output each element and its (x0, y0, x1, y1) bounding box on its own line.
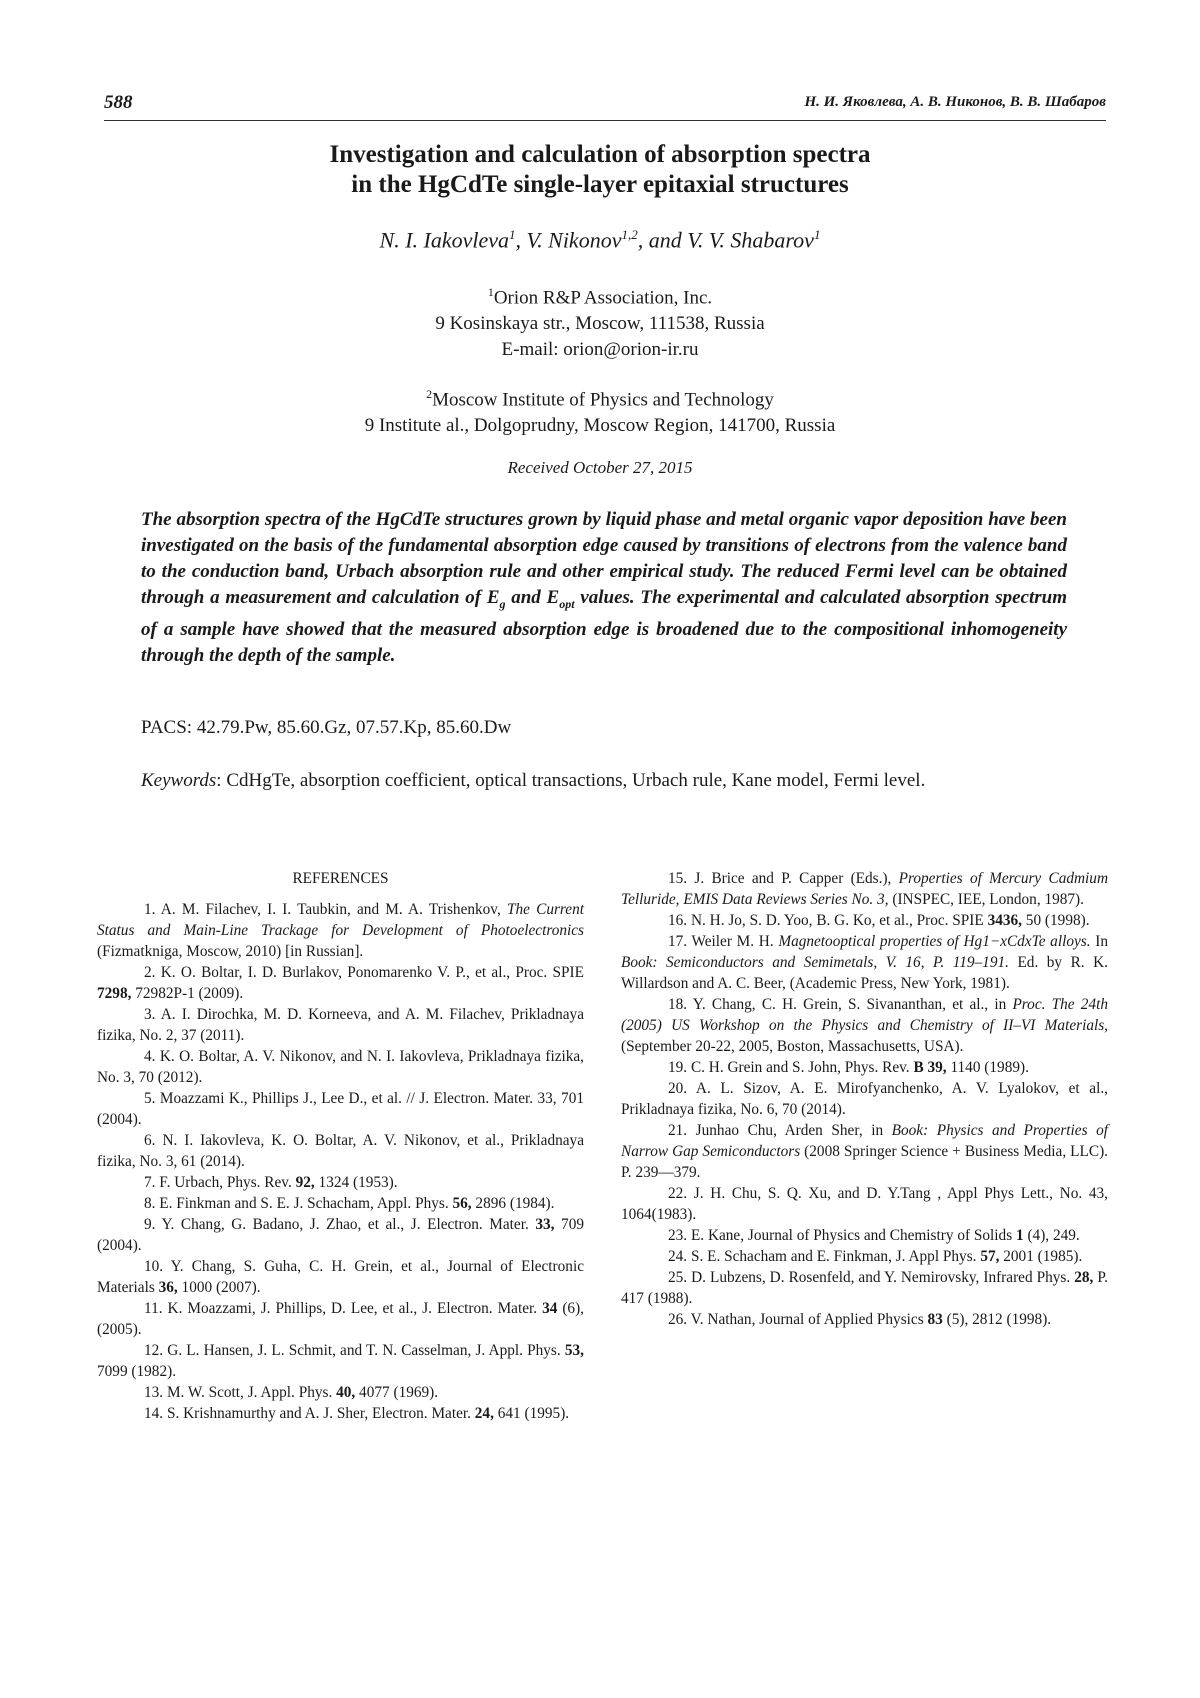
reference-item: 1. A. M. Filachev, I. I. Taubkin, and M. A. Trishenkov, The Current Status and Main-Line Trackage for Development of Photoelectronics (Fizmatkniga, Moscow, 2010) [in Russian]. (97, 901, 584, 960)
reference-item: 20. A. L. Sizov, A. E. Mirofyanchenko, A. V. Lyalokov, et al., Prikladnaya fizika, No. 6, 70 (2014). (621, 1080, 1108, 1118)
reference-item: 11. K. Moazzami, J. Phillips, D. Lee, et al., J. Electron. Mater. 34 (6), (2005). (97, 1300, 584, 1338)
author-separator: , (637, 227, 649, 253)
affiliation-2 (150, 381, 1050, 439)
reference-item: 8. E. Finkman and S. E. J. Schacham, Appl. Phys. 56, 2896 (1984). (144, 1195, 555, 1212)
author-1-affil: 1 (509, 227, 516, 242)
reference-item: 2. K. O. Boltar, I. D. Burlakov, Ponomarenko V. P., et al., Proc. SPIE 7298, 72982P-1 (2009). (97, 964, 584, 1002)
affiliation-2-org: Moscow Institute of Physics and Technology (432, 389, 774, 411)
pacs-codes: PACS: 42.79.Pw, 85.60.Gz, 07.57.Kp, 85.60.Dw (141, 717, 512, 738)
affiliation-2-address: 9 Institute al., Dolgoprudny, Moscow Region, 141700, Russia (364, 415, 836, 437)
page-header (104, 92, 1106, 121)
reference-item: 9. Y. Chang, G. Badano, J. Zhao, et al., J. Electron. Mater. 33, 709 (2004). (97, 1216, 584, 1254)
reference-item: 18. Y. Chang, C. H. Grein, S. Sivananthan, et al., in Proc. The 24th (2005) US Workshop on the Physics and Chemistry of II–VI Materials, (September 20-22, 2005, Boston, Massachusetts, USA). (621, 996, 1109, 1055)
affiliation-1 (150, 279, 1050, 363)
keywords-text: : CdHgTe, absorption coefficient, optical transactions, Urbach rule, Kane model, Fermi level. (216, 770, 926, 791)
author-3-affil: 1 (813, 227, 821, 242)
reference-item: 3. A. I. Dirochka, M. D. Korneeva, and A. M. Filachev, Prikladnaya fizika, No. 2, 37 (2011). (97, 1006, 584, 1044)
abstract: The absorption spectra of the HgCdTe structures grown by liquid phase and metal organic vapor deposition have been investigated on the basis of the fundamental absorption edge caused by transitions of electrons from the valence band to the conduction band, Urbach absorption rule and other empirical study. The reduced Fermi level can be obtained through a measurement and calculation of $E_g$ and $E_{opt}$ values. The experimental and calculated absorption spectrum of a sample have showed that the measured absorption edge is broadened due to the compositional inhomogeneity through the depth of the sample. (141, 509, 1067, 666)
reference-item: 6. N. I. Iakovleva, K. O. Boltar, A. V. Nikonov, et al., Prikladnaya fizika, No. 3, 61 (2014). (97, 1132, 584, 1170)
affiliation-2-marker: 2 (426, 387, 433, 401)
keywords-label: Keywords (141, 770, 217, 791)
reference-item: 26. V. Nathan, Journal of Applied Physics 83 (5), 2812 (1998). (668, 1311, 1052, 1328)
references-column-right (621, 868, 1108, 1330)
reference-item: 13. M. W. Scott, J. Appl. Phys. 40, 4077 (1969). (144, 1384, 439, 1401)
paper-title (150, 140, 1050, 200)
affiliation-1-marker: 1 (487, 285, 494, 299)
affiliation-1-email: E-mail: orion@orion-ir.ru (501, 339, 699, 361)
reference-item: 7. F. Urbach, Phys. Rev. 92, 1324 (1953). (144, 1174, 398, 1191)
reference-item: 4. K. O. Boltar, A. V. Nikonov, and N. I. Iakovleva, Prikladnaya fizika, No. 3, 70 (2012). (97, 1048, 584, 1086)
title-line-2: in the HgCdTe single-layer epitaxial structures (351, 171, 849, 198)
reference-item: 24. S. E. Schacham and E. Finkman, J. Appl Phys. 57, 2001 (1985). (668, 1248, 1083, 1265)
author-1: N. I. Iakovleva (379, 227, 510, 253)
running-authors: Н. И. Яковлева, А. В. Никонов, В. В. Шабаров (804, 94, 1106, 110)
reference-item: 10. Y. Chang, S. Guha, C. H. Grein, et al., Journal of Electronic Materials 36, 1000 (2007). (97, 1258, 584, 1296)
reference-item: 21. Junhao Chu, Arden Sher, in Book: Physics and Properties of Narrow Gap Semiconductors (2008 Springer Science + Business Media, LLC). P. 239—379. (621, 1122, 1108, 1181)
reference-item: 17. Weiler M. H. Magnetooptical properties of Hg1−xCdxTe alloys. In Book: Semiconductors and Semimetals, V. 16, P. 119–191. Ed. by R. K. Willardson and A. C. Beer, (Academic Press, New York, 1981). (621, 933, 1108, 992)
received-date: Received October 27, 2015 (507, 458, 693, 477)
author-separator: , (515, 227, 527, 253)
reference-item: 23. E. Kane, Journal of Physics and Chemistry of Solids 1 (4), 249. (668, 1227, 1080, 1244)
affiliation-1-address: 9 Kosinskaya str., Moscow, 111538, Russia (435, 313, 765, 335)
title-line-1: Investigation and calculation of absorption spectra (329, 141, 871, 168)
references-heading: REFERENCES (292, 870, 389, 887)
affiliation-1-org: Orion R&P Association, Inc. (493, 287, 713, 309)
author-2-affil: 1,2 (621, 227, 638, 242)
reference-item: 12. G. L. Hansen, J. L. Schmit, and T. N. Casselman, J. Appl. Phys. 53, 7099 (1982). (97, 1342, 584, 1380)
page-number: 588 (104, 92, 133, 113)
reference-item: 5. Moazzami K., Phillips J., Lee D., et al. // J. Electron. Mater. 33, 701 (2004). (97, 1090, 584, 1128)
keywords (141, 770, 925, 792)
reference-item: 19. C. H. Grein and S. John, Phys. Rev. B 39, 1140 (1989). (668, 1059, 1029, 1076)
reference-item: 14. S. Krishnamurthy and A. J. Sher, Electron. Mater. 24, 641 (1995). (144, 1405, 570, 1422)
reference-item: 16. N. H. Jo, S. D. Yoo, B. G. Ko, et al., Proc. SPIE 3436, 50 (1998). (668, 912, 1090, 929)
reference-item: 22. J. H. Chu, S. Q. Xu, and D. Y.Tang , Appl Phys Lett., No. 43, 1064(1983). (621, 1185, 1108, 1223)
author-list (150, 227, 1050, 253)
reference-item: 25. D. Lubzens, D. Rosenfeld, and Y. Nemirovsky, Infrared Phys. 28, P. 417 (1988). (621, 1269, 1108, 1307)
author-3: and V. V. Shabarov (648, 227, 814, 253)
reference-item: 15. J. Brice and P. Capper (Eds.), Properties of Mercury Cadmium Telluride, EMIS Data Reviews Series No. 3, (INSPEC, IEE, London, 1987). (621, 870, 1108, 908)
references-column-left (97, 868, 584, 1424)
author-2: V. Nikonov (526, 227, 622, 253)
